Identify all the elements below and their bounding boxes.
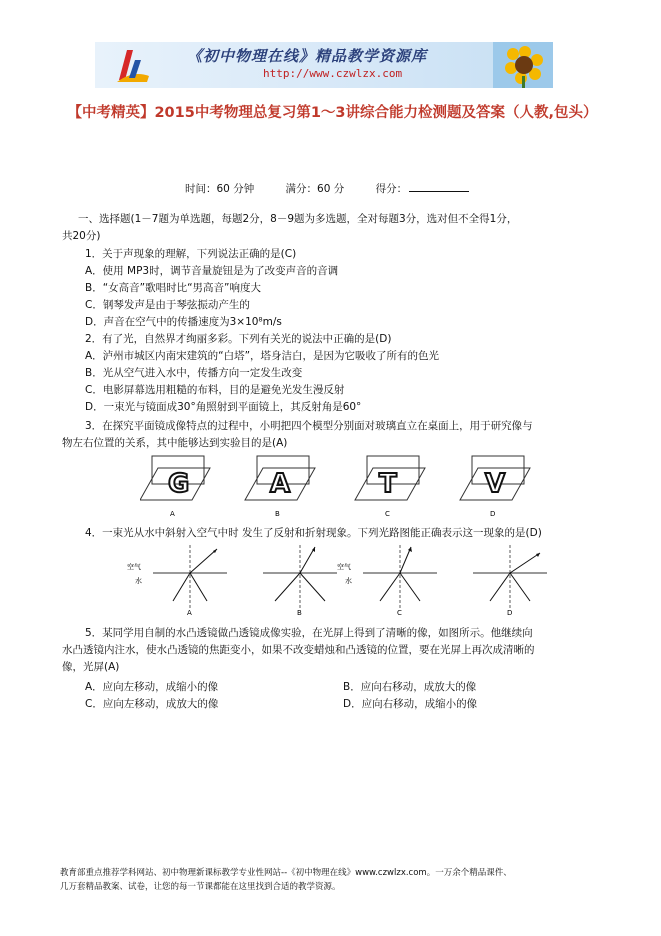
q5-option-b: B．应向右移动，成放大的像 [343,681,477,693]
q3-letter-d: V [485,469,506,499]
q5-stem: 5．某同学用自制的水凸透镜做凸透镜成像实验，在光屏上得到了清晰的像，如图所示。他继续向 [85,627,533,639]
q5-option-c: C．应向左移动，成放大的像 [85,698,219,710]
exam-meta [185,181,525,196]
section-heading-cont: 共20分) [62,230,101,242]
q5-option-d: D．应向右移动，成缩小的像 [343,698,478,710]
q4-label-a: A [187,609,192,617]
q1-stem: 1．关于声现象的理解，下列说法正确的是(C) [85,248,297,260]
banner-url[interactable]: http://www.czwlzx.com [263,67,403,80]
sunflower-icon [493,42,553,88]
q3-stem-cont: 物左右位置的关系，其中能够达到实验目的是(A) [62,437,288,449]
logo-icon [113,46,153,86]
q3-letter-a: G [168,469,190,499]
q3-label-b: B [275,510,280,518]
q4-air-label-c: 空气 [337,563,351,571]
q3-model-c [355,456,425,518]
q4-air-label-a: 空气 [127,563,141,571]
section-heading: 一、选择题(1－7题为单选题，每题2分，8－9题为多选题，全对每题3分，选对但不全得1分， [78,213,518,225]
q2-option-b: B．光从空气进入水中，传播方向一定发生改变 [85,367,303,379]
header-banner [95,42,553,88]
score-label: 得分： [376,183,498,195]
q4-diagram-a [127,545,227,617]
q4-stem: 4．一束光从水中斜射入空气中时 发生了反射和折射现象。下列光路图能正确表示这一现象的是(D) [85,527,542,539]
q1-option-b: B．“女高音”歌唱时比“男高音”响度大 [85,282,261,294]
footer-line-2: 几万套精品教案、试卷，让您的每一节课都能在这里找到合适的教学资源。 [60,882,341,892]
q4-diagram-c [337,545,437,617]
q1-option-d: D．声音在空气中的传播速度为3×10⁸m/s [85,316,282,328]
q3-stem: 3．在探究平面镜成像特点的过程中，小明把四个模型分别面对玻璃直立在桌面上，用于研究像与 [85,420,533,432]
score-blank [409,191,469,192]
q5-stem-cont: 水凸透镜内注水，使水凸透镜的焦距变小，如果不改变蜡烛和凸透镜的位置，要在光屏上再次成清晰的 [62,644,535,656]
q5-stem-cont2: 像，光屏(A) [62,661,120,673]
q3-label-c: C [385,510,390,518]
q3-label-d: D [490,510,496,518]
full-score-label: 满分：60 分 [285,183,345,195]
q4-diagram-d [473,545,547,617]
footer-line-1: 教育部重点推荐学科网站、初中物理新课标教学专业性网站--《初中物理在线》www.czwlzx.com。一万余个精品课件、 [60,868,512,878]
q2-option-d: D．一束光与镜面成30°角照射到平面镜上，其反射角是60° [85,401,362,413]
q2-option-a: A．泸州市城区内南宋建筑的“白塔”，塔身洁白，是因为它吸收了所有的色光 [85,350,440,362]
q1-option-a: A．使用 MP3时，调节音量旋钮是为了改变声音的音调 [85,265,339,277]
q1-option-c: C．钢琴发声是由于琴弦振动产生的 [85,299,250,311]
q3-figure [140,454,540,520]
q4-figure [125,543,555,617]
q3-model-d [460,456,530,518]
q3-model-b [245,456,315,518]
q4-label-d: D [507,609,513,617]
time-label: 时间：60 分钟 [185,183,255,195]
page-footer [60,866,610,894]
q4-label-c: C [397,609,402,617]
q4-label-b: B [297,609,302,617]
q2-option-c: C．电影屏幕选用粗糙的布料，目的是避免光发生漫反射 [85,384,345,396]
q4-water-label-a: 水 [135,577,142,585]
q3-label-a: A [170,510,175,518]
q3-letter-c: T [379,469,397,499]
q5-option-a: A．应向左移动，成缩小的像 [85,681,219,693]
q4-water-label-c: 水 [345,577,352,585]
q3-model-a [140,456,210,518]
q3-letter-b: A [270,469,291,499]
banner-title: 《初中物理在线》精品教学资源库 [187,47,428,65]
q4-diagram-b [263,545,337,617]
page-title: 【中考精英】2015中考物理总复习第1～3讲综合能力检测题及答案（人教,包头） [67,105,598,121]
q2-stem: 2．有了光，自然界才绚丽多彩。下列有关光的说法中正确的是(D) [85,333,392,345]
